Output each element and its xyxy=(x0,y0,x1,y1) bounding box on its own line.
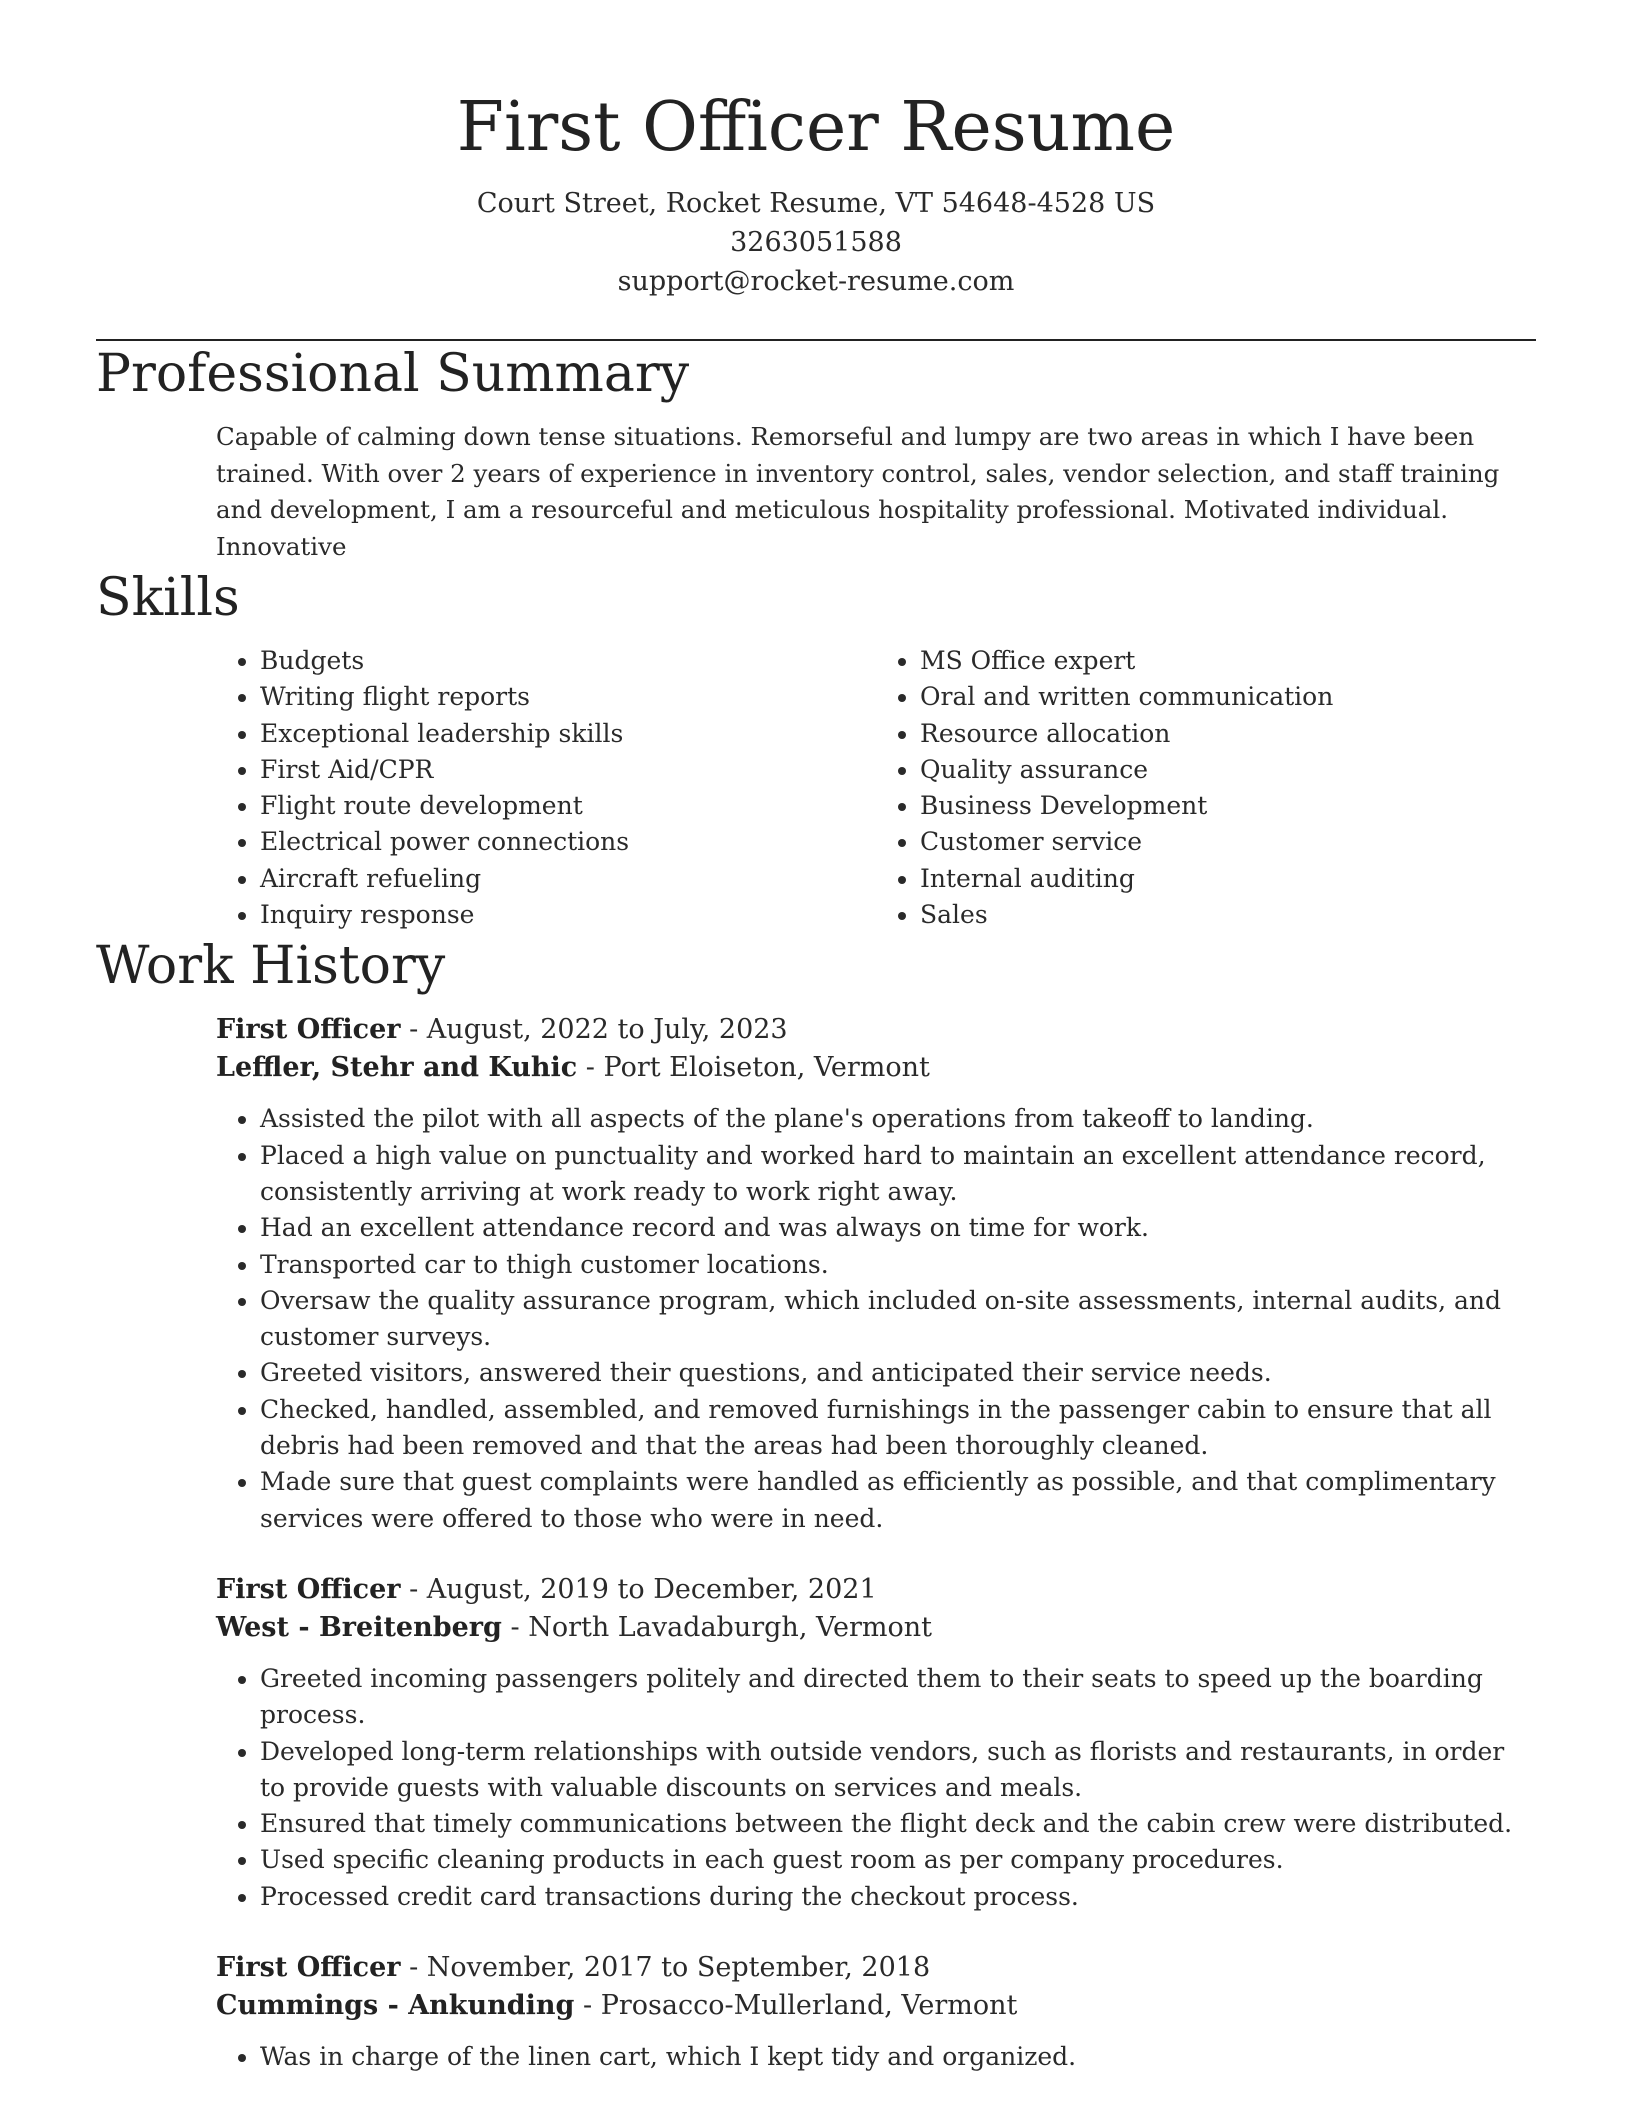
job-dates: - August, 2022 to July, 2023 xyxy=(400,1014,788,1046)
contact-email: support@rocket-resume.com xyxy=(617,266,1015,297)
job-location: - Prosacco-Mullerland, Vermont xyxy=(574,1990,1018,2022)
job-duty: • Made sure that guest complaints were handled as efficiently as possible, and that complimentary services were offered to those who were in need. xyxy=(260,1464,1536,1537)
skill-item: • Internal auditing xyxy=(920,861,1536,897)
job-duty: • Developed long-term relationships with outside vendors, such as florists and restaurants, in order to provide guests with valuable discounts on services and meals. xyxy=(260,1734,1536,1807)
job-duty: • Greeted visitors, answered their questions, and anticipated their service needs. xyxy=(260,1355,1536,1391)
skill-item: • Sales xyxy=(920,897,1536,933)
job-duty: • Used specific cleaning products in each guest room as per company procedures. xyxy=(260,1842,1536,1878)
job-title-line xyxy=(216,1011,1536,1049)
job-duty: • Processed credit card transactions during the checkout process. xyxy=(260,1879,1536,1915)
job-title: First Officer xyxy=(216,1573,401,1605)
job-duties xyxy=(216,1661,1536,1915)
skills-column-right xyxy=(876,643,1536,933)
job-title: First Officer xyxy=(216,1952,401,1984)
job-company-line xyxy=(216,1987,1536,2025)
resume-header xyxy=(96,0,1536,301)
job-duty: • Checked, handled, assembled, and removed furnishings in the passenger cabin to ensure that all debris had been removed and that the areas had been thoroughly cleaned. xyxy=(260,1392,1536,1465)
skill-item: • MS Office expert xyxy=(920,643,1536,679)
job-duty: • Greeted incoming passengers politely and directed them to their seats to speed up the boarding process. xyxy=(260,1661,1536,1734)
resume-page xyxy=(96,0,1536,2075)
job-dates: - November, 2017 to September, 2018 xyxy=(400,1952,931,1984)
skills-column-left xyxy=(216,643,876,933)
skill-item: • Customer service xyxy=(920,824,1536,860)
job-company: Leffler, Stehr and Kuhic xyxy=(216,1052,578,1084)
resume-title: First Officer Resume xyxy=(456,88,1176,167)
job-duty: • Oversaw the quality assurance program, which included on-site assessments, internal audits, and customer surveys. xyxy=(260,1283,1536,1356)
job-duty: • Placed a high value on punctuality and worked hard to maintain an excellent attendance record, consistently arriving at work ready to work right away. xyxy=(260,1138,1536,1211)
contact-info xyxy=(96,184,1536,301)
job-location: - North Lavadaburgh, Vermont xyxy=(501,1611,932,1643)
skill-item: • First Aid/CPR xyxy=(260,752,876,788)
job-duties xyxy=(216,1101,1536,1537)
skill-item: • Electrical power connections xyxy=(260,824,876,860)
job-duty: • Assisted the pilot with all aspects of the plane's operations from takeoff to landing. xyxy=(260,1101,1536,1137)
contact-address: Court Street, Rocket Resume, VT 54648-4528 US xyxy=(476,188,1156,219)
job-entry xyxy=(216,1571,1536,1915)
job-dates: - August, 2019 to December, 2021 xyxy=(400,1573,877,1605)
skill-item: • Resource allocation xyxy=(920,716,1536,752)
job-title-line xyxy=(216,1571,1536,1609)
job-entry xyxy=(216,1949,1536,2075)
job-company: Cummings - Ankunding xyxy=(216,1990,575,2022)
skill-item: • Oral and written communication xyxy=(920,679,1536,715)
skill-item: • Flight route development xyxy=(260,788,876,824)
job-company-line xyxy=(216,1049,1536,1087)
job-company: West - Breitenberg xyxy=(216,1611,502,1643)
job-duty: • Had an excellent attendance record and was always on time for work. xyxy=(260,1210,1536,1246)
skill-item: • Budgets xyxy=(260,643,876,679)
job-duty: • Transported car to thigh customer locations. xyxy=(260,1247,1536,1283)
skills-list xyxy=(96,643,1536,933)
job-duties xyxy=(216,2039,1536,2075)
job-duty: • Was in charge of the linen cart, which I kept tidy and organized. xyxy=(260,2039,1536,2075)
job-entry xyxy=(216,1011,1536,1537)
work-history-heading: Work History xyxy=(96,936,446,997)
summary-text: Capable of calming down tense situations. Remorseful and lumpy are two areas in which I have been trained. With over 2 years of experience in inventory control, sales, vendor selection, and staff training and development, I am a resourceful and meticulous hospitality professional. Motivated individual. Innovative xyxy=(216,422,1500,561)
skill-item: • Business Development xyxy=(920,788,1536,824)
summary-heading: Professional Summary xyxy=(96,344,690,404)
skills-heading: Skills xyxy=(96,568,240,628)
skill-item: • Quality assurance xyxy=(920,752,1536,788)
job-title: First Officer xyxy=(216,1014,401,1046)
skill-item: • Writing flight reports xyxy=(260,679,876,715)
job-company-line xyxy=(216,1609,1536,1647)
job-title-line xyxy=(216,1949,1536,1987)
job-location: - Port Eloiseton, Vermont xyxy=(577,1052,930,1084)
contact-phone: 3263051588 xyxy=(730,227,902,258)
skill-item: • Exceptional leadership skills xyxy=(260,716,876,752)
skill-item: • Aircraft refueling xyxy=(260,861,876,897)
skill-item: • Inquiry response xyxy=(260,897,876,933)
job-duty: • Ensured that timely communications between the flight deck and the cabin crew were distributed. xyxy=(260,1806,1536,1842)
